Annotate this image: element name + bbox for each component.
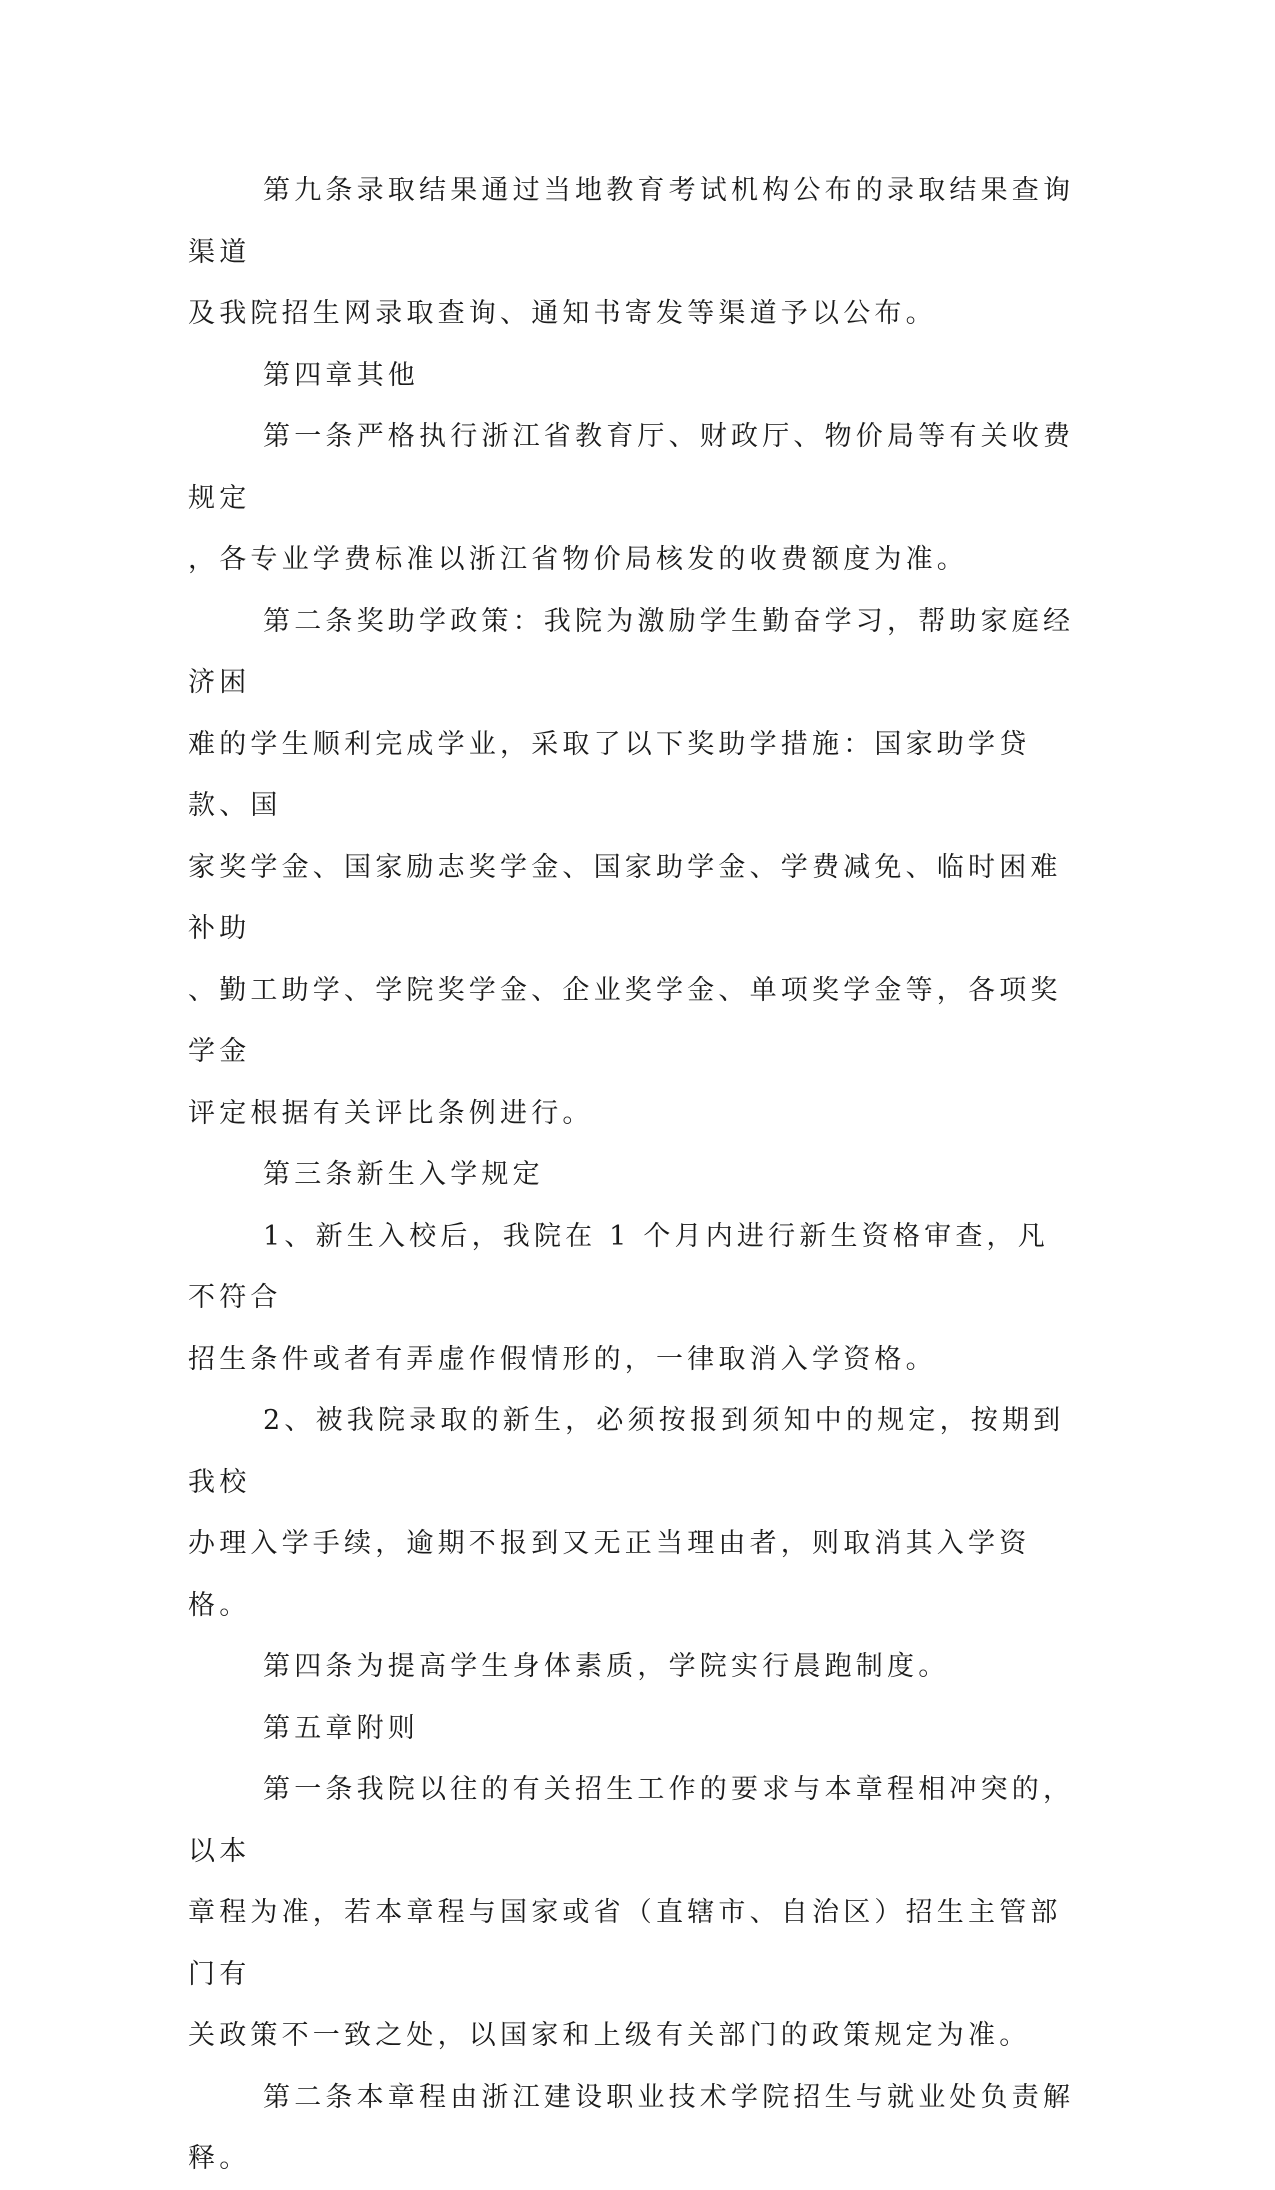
- chapter-5-heading: 第五章附则: [263, 1712, 419, 1744]
- paragraph-precedence: 第一条我院以往的有关招生工作的要求与本章程相冲突的，以本 章程为准，若本章程与国家或省（直辖市、自治区）招生主管部门有 关政策不一致之处，以国家和上级有关部门的政策规定为准。: [188, 1774, 1075, 2051]
- paragraph-enrollment-procedure: 2、被我院录取的新生，必须按报到须知中的规定，按期到我校 办理入学手续，逾期不报到又无正当理由者，则取消其入学资格。: [188, 1405, 1065, 1621]
- paragraph-article-9-results: 第九条录取结果通过当地教育考试机构公布的录取结果查询渠道 及我院招生网录取查询、通知书寄发等渠道予以公布。: [188, 175, 1075, 329]
- chapter-4-heading: 第四章其他: [263, 359, 419, 391]
- paragraph-fees: 第一条严格执行浙江省教育厅、财政厅、物价局等有关收费规定 ，各专业学费标准以浙江省物价局核发的收费额度为准。: [188, 421, 1075, 575]
- paragraph-qualification-review: 1、新生入校后，我院在 1 个月内进行新生资格审查，凡不符合 招生条件或者有弄虚作假情形的，一律取消入学资格。: [188, 1220, 1049, 1375]
- paragraph-scholarships: 第二条奖助学政策：我院为激励学生勤奋学习，帮助家庭经济困 难的学生顺利完成学业，采取了以下奖助学措施：国家助学贷款、国 家奖学金、国家励志奖学金、国家助学金、学费减免、临时困难补助 、勤工助学、学院奖学金、企业奖学金、单项奖学金等，各项奖学金 评定根据有关评比条例进行。: [188, 605, 1075, 1129]
- article-3-heading: 第三条新生入学规定: [263, 1159, 544, 1190]
- paragraph-interpretation: 第二条本章程由浙江建设职业技术学院招生与就业处负责解释。: [188, 2081, 1075, 2174]
- document-body: [188, 160, 1080, 2190]
- paragraph-morning-run: 第四条为提高学生身体素质，学院实行晨跑制度。: [263, 1651, 950, 1682]
